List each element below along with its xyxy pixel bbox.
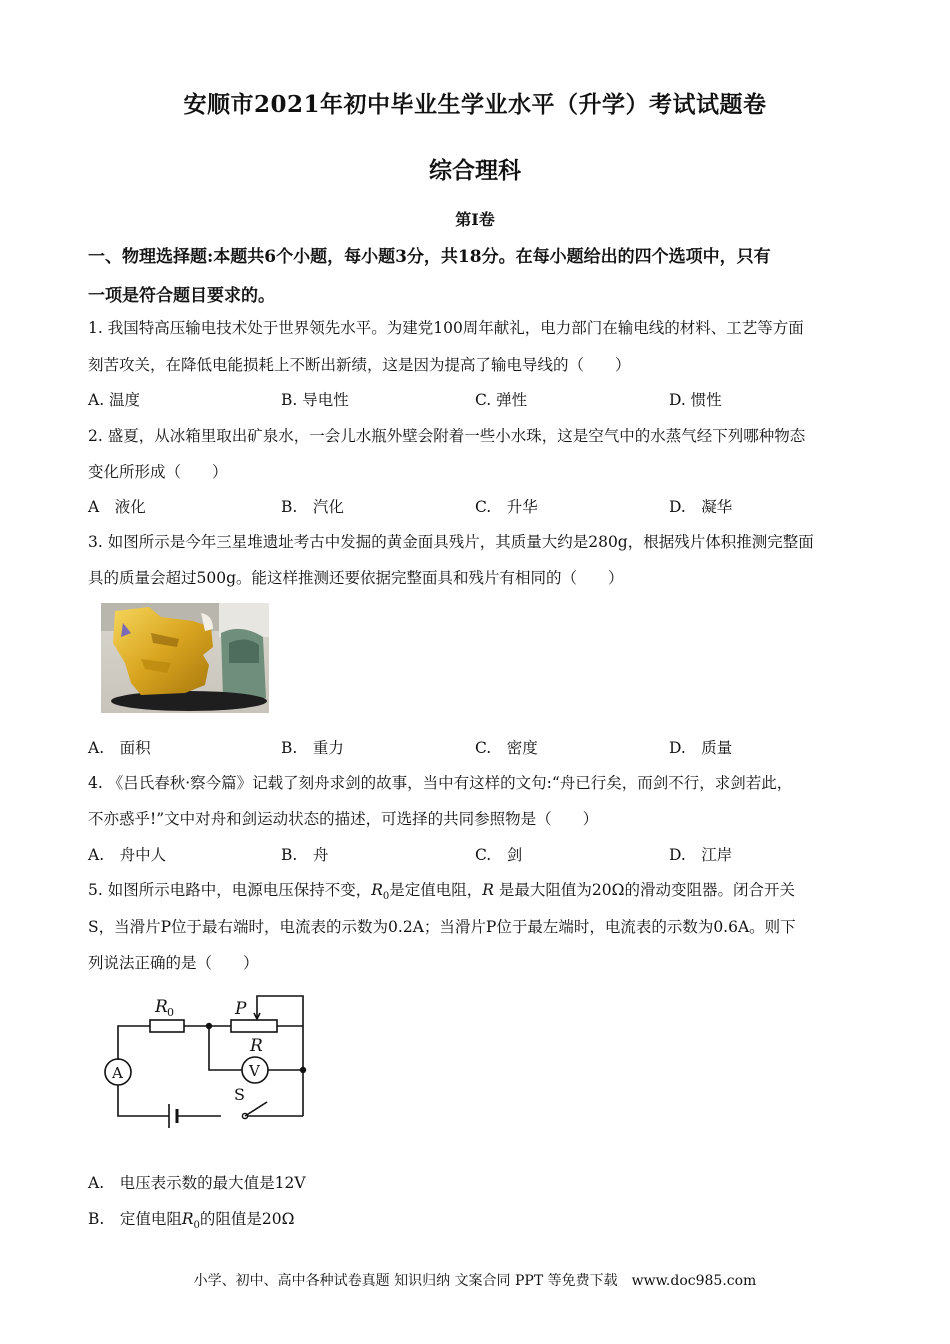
rheostat-r [231,1020,277,1032]
q5-option-b [88,1207,294,1231]
q3-line1: 3. 如图所示是今年三星堆遗址考古中发掘的黄金面具残片，其质量大约是280g，根据残片体积推测完整面 [88,533,814,551]
q4-line2: 不亦惑乎!”文中对舟和剑运动状态的描述，可选择的共同参照物是（ ） [88,810,599,828]
q5-r0-symbol: R [371,881,383,899]
section-heading-line2: 一项是符合题目要求的。 [88,286,275,306]
q4-line1: 4. 《吕氏春秋·察今篇》记载了刻舟求剑的故事，当中有这样的文句:“舟已行矣，而剑不行，求剑若此， [88,774,793,792]
q1-option-b: B. 导电性 [281,391,349,409]
label-r0: R [155,997,168,1017]
q3-option-c: C. 密度 [475,739,538,757]
exam-title: 安顺市2021年初中毕业生学业水平（升学）考试试题卷 [183,91,767,118]
q2-line1: 2. 盛夏，从冰箱里取出矿泉水，一会儿水瓶外壁会附着一些小水珠，这是空气中的水蒸气经下列哪种物态 [88,427,806,445]
q2-line2: 变化所形成（ ） [88,463,228,481]
q5-line1-b: 是定值电阻， [389,881,483,899]
q5-line3: 列说法正确的是（ ） [88,954,259,972]
q3-option-d: D. 质量 [669,739,733,757]
q3-line2: 具的质量会超过500g。能这样推测还要依据完整面具和残片有相同的（ ） [88,569,624,587]
q2-option-c: C. 升华 [475,498,538,516]
q5-option-b-b: 的阻值是20Ω [199,1210,295,1228]
q5-option-b-r0: R [181,1210,194,1228]
q2-option-a: A 液化 [88,498,146,516]
q5-line2: S，当滑片P位于最右端时，电流表的示数为0.2A；当滑片P位于最左端时，电流表的示数为0.6A。则下 [88,918,796,936]
label-r0-subscript: 0 [167,1006,174,1019]
q5-line1 [88,878,795,902]
footer-note: 小学、初中、高中各种试卷真题 知识归纳 文案合同 PPT 等免费下载 www.doc985.com [193,1273,757,1289]
q5-line1-a: 5. 如图所示电路中，电源电压保持不变， [88,881,372,899]
exam-subject: 综合理科 [429,157,521,184]
q1-option-d: D. 惯性 [669,391,722,409]
gold-mask-photo [101,603,269,713]
label-p: P [235,999,247,1019]
q1-option-c: C. 弹性 [475,391,528,409]
label-r: R [250,1036,263,1056]
q5-option-b-a: B. 定值电阻 [88,1210,182,1228]
q4-option-d: D. 江岸 [669,846,733,864]
q5-option-b-subscript: 0 [193,1220,200,1232]
circuit-diagram [95,990,320,1130]
q3-option-b: B. 重力 [281,739,344,757]
section-heading-line1: 一、物理选择题:本题共6个小题，每小题3分，共18分。在每小题给出的四个选项中，只有 [88,247,771,267]
q1-option-a: A. 温度 [88,391,141,409]
q5-r-symbol: R [482,881,494,899]
label-v: V [249,1062,260,1080]
q3-option-a: A. 面积 [88,739,151,757]
q1-line2: 刻苦攻关，在降低电能损耗上不断出新绩，这是因为提高了输电导线的（ ） [88,356,631,374]
q4-option-a: A. 舟中人 [88,846,167,864]
q2-option-b: B. 汽化 [281,498,344,516]
q5-r0-subscript: 0 [382,891,390,903]
resistor-r0 [150,1020,184,1032]
exam-part: 第I卷 [455,210,495,229]
q1-line1: 1. 我国特高压输电技术处于世界领先水平。为建党100周年献礼，电力部门在输电线的材料、工艺等方面 [88,319,804,337]
q4-option-b: B. 舟 [281,846,329,864]
q4-option-c: C. 剑 [475,846,523,864]
q5-option-a: A. 电压表示数的最大值是12V [88,1174,306,1192]
label-s: S [234,1085,245,1104]
label-a: A [112,1064,123,1082]
q2-option-d: D. 凝华 [669,498,733,516]
q5-line1-c: 是最大阻值为20Ω的滑动变阻器。闭合开关 [493,881,795,899]
